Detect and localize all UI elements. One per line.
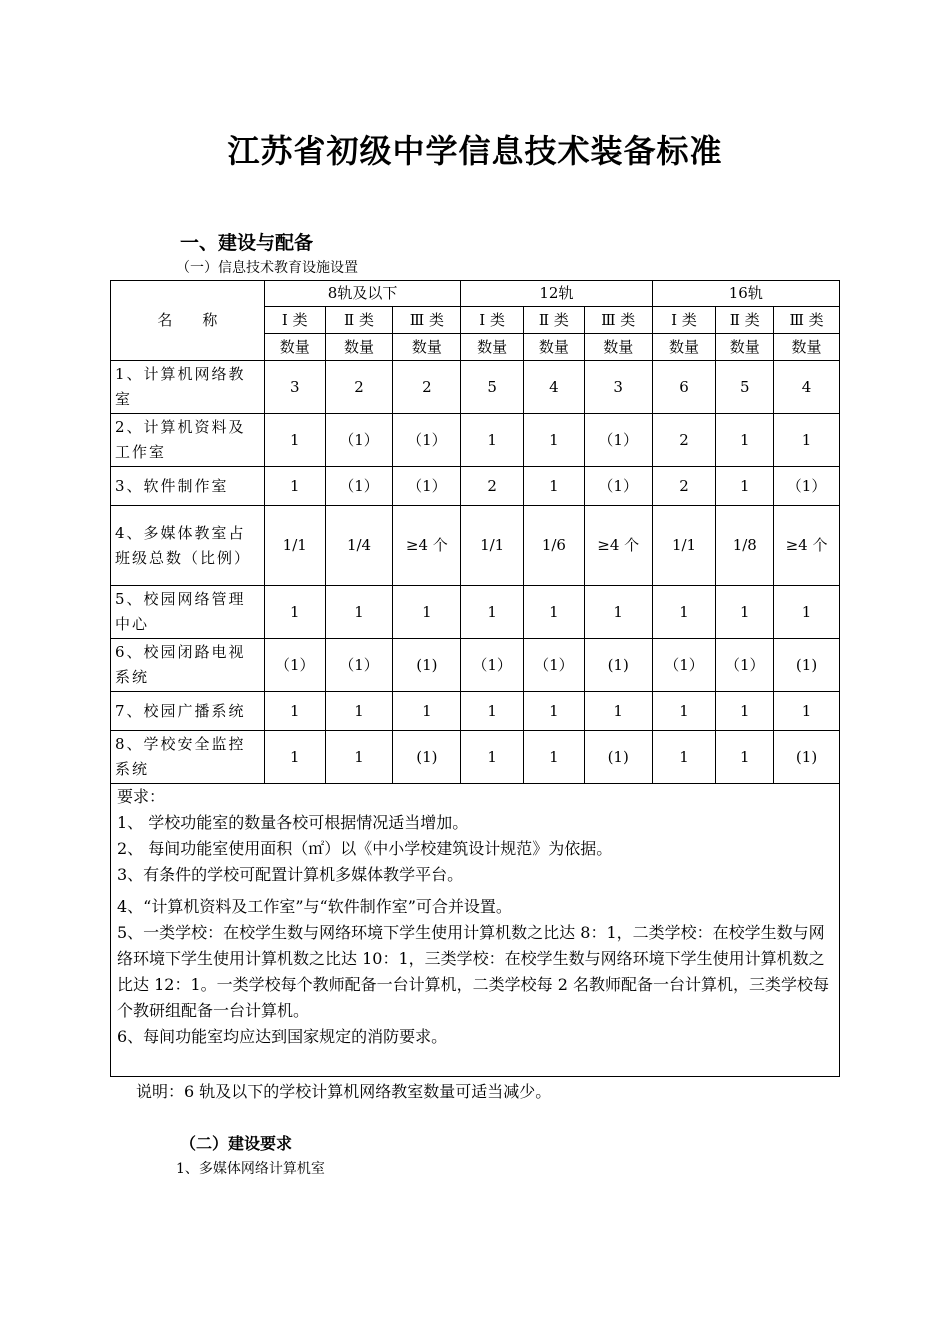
cell: 1 xyxy=(716,731,774,784)
facilities-table xyxy=(110,280,840,784)
cell: 1 xyxy=(264,692,325,731)
requirement-item: 2、 每间功能室使用面积（㎡）以《中小学校建筑设计规范》为依据。 xyxy=(117,839,613,858)
section-heading-2: （二）建设要求 xyxy=(180,1134,293,1153)
cell: 4 xyxy=(524,361,585,414)
cell: （1） xyxy=(584,414,652,467)
cell: 1/1 xyxy=(652,506,716,586)
requirement-item: 6、每间功能室均应达到国家规定的消防要求。 xyxy=(117,1027,448,1046)
row-name: 7、校园广播系统 xyxy=(111,692,265,731)
cell: 1 xyxy=(716,586,774,639)
cell: 1 xyxy=(393,692,461,731)
cell: 3 xyxy=(584,361,652,414)
qty-header: 数量 xyxy=(524,334,585,361)
class-header: Ⅰ 类 xyxy=(461,307,524,334)
cell: 1 xyxy=(325,731,393,784)
cell: （1） xyxy=(393,467,461,506)
cell: 1/1 xyxy=(264,506,325,586)
cell: 1 xyxy=(325,692,393,731)
subsection-heading-1: （一）信息技术教育设施设置 xyxy=(176,260,358,276)
row-name: 6、校园闭路电视系统 xyxy=(111,639,265,692)
page-title: 江苏省初级中学信息技术装备标准 xyxy=(227,132,723,170)
section-heading-1: 一、建设与配备 xyxy=(180,232,314,254)
cell: (1) xyxy=(584,639,652,692)
cell: ≥4 个 xyxy=(584,506,652,586)
class-header: Ⅱ 类 xyxy=(325,307,393,334)
cell: 1 xyxy=(461,586,524,639)
qty-header: 数量 xyxy=(461,334,524,361)
qty-header: 数量 xyxy=(774,334,840,361)
row-name: 1、计算机网络教室 xyxy=(111,361,265,414)
group-header: 12轨 xyxy=(461,281,652,307)
cell: (1) xyxy=(393,639,461,692)
cell: 1 xyxy=(716,467,774,506)
class-header: Ⅲ 类 xyxy=(584,307,652,334)
cell: 1 xyxy=(716,414,774,467)
cell: 2 xyxy=(393,361,461,414)
cell: 1 xyxy=(774,586,840,639)
cell: （1） xyxy=(584,467,652,506)
cell: 1/1 xyxy=(461,506,524,586)
row-name: 5、校园网络管理中心 xyxy=(111,586,265,639)
note: 说明：6 轨及以下的学校计算机网络教室数量可适当减少。 xyxy=(136,1082,552,1101)
cell: 1 xyxy=(264,586,325,639)
class-header: Ⅰ 类 xyxy=(264,307,325,334)
class-header: Ⅲ 类 xyxy=(393,307,461,334)
cell: (1) xyxy=(774,639,840,692)
cell: （1） xyxy=(393,414,461,467)
requirements-heading: 要求： xyxy=(117,787,166,806)
row-name: 3、软件制作室 xyxy=(111,467,265,506)
group-header: 16轨 xyxy=(652,281,839,307)
qty-header: 数量 xyxy=(325,334,393,361)
cell: 1 xyxy=(264,414,325,467)
cell: 1 xyxy=(524,467,585,506)
cell: 2 xyxy=(652,467,716,506)
cell: 5 xyxy=(716,361,774,414)
cell: （1） xyxy=(774,467,840,506)
cell: 1 xyxy=(652,692,716,731)
cell: 1 xyxy=(652,586,716,639)
class-header: Ⅲ 类 xyxy=(774,307,840,334)
row-name: 8、学校安全监控系统 xyxy=(111,731,265,784)
cell: 1 xyxy=(584,692,652,731)
cell: 1 xyxy=(774,692,840,731)
cell: 1 xyxy=(524,414,585,467)
cell: 1 xyxy=(393,586,461,639)
cell: 1 xyxy=(264,467,325,506)
cell: 1 xyxy=(584,586,652,639)
cell: 1 xyxy=(524,586,585,639)
cell: 1 xyxy=(652,731,716,784)
cell: 1/4 xyxy=(325,506,393,586)
cell: 3 xyxy=(264,361,325,414)
cell: 4 xyxy=(774,361,840,414)
cell: 1 xyxy=(264,731,325,784)
cell: 1 xyxy=(461,692,524,731)
requirement-item: 1、 学校功能室的数量各校可根据情况适当增加。 xyxy=(117,813,469,832)
cell: 5 xyxy=(461,361,524,414)
cell: 2 xyxy=(325,361,393,414)
cell: 6 xyxy=(652,361,716,414)
cell: 2 xyxy=(652,414,716,467)
cell: 1 xyxy=(461,414,524,467)
requirement-item: 4、“计算机资料及工作室”与“软件制作室”可合并设置。 xyxy=(117,897,512,916)
cell: 1 xyxy=(325,586,393,639)
group-header: 8轨及以下 xyxy=(264,281,460,307)
cell: 1 xyxy=(524,692,585,731)
subsection-heading-2: 1、多媒体网络计算机室 xyxy=(176,1161,325,1177)
cell: 1 xyxy=(461,731,524,784)
cell: ≥4 个 xyxy=(774,506,840,586)
cell: （1） xyxy=(716,639,774,692)
requirement-item: 3、有条件的学校可配置计算机多媒体教学平台。 xyxy=(117,865,464,884)
class-header: Ⅱ 类 xyxy=(716,307,774,334)
row-name: 4、多媒体教室占班级总数（比例） xyxy=(111,506,265,586)
qty-header: 数量 xyxy=(393,334,461,361)
qty-header: 数量 xyxy=(716,334,774,361)
cell: 1/6 xyxy=(524,506,585,586)
cell: （1） xyxy=(524,639,585,692)
row-name: 2、计算机资料及工作室 xyxy=(111,414,265,467)
cell: （1） xyxy=(264,639,325,692)
cell: 2 xyxy=(461,467,524,506)
cell: (1) xyxy=(584,731,652,784)
cell: 1 xyxy=(524,731,585,784)
cell: （1） xyxy=(652,639,716,692)
cell: 1 xyxy=(716,692,774,731)
cell: （1） xyxy=(325,414,393,467)
cell: (1) xyxy=(774,731,840,784)
cell: (1) xyxy=(393,731,461,784)
qty-header: 数量 xyxy=(652,334,716,361)
class-header: Ⅱ 类 xyxy=(524,307,585,334)
cell: （1） xyxy=(325,639,393,692)
qty-header: 数量 xyxy=(584,334,652,361)
cell: （1） xyxy=(461,639,524,692)
cell: （1） xyxy=(325,467,393,506)
requirement-item: 5、一类学校：在校学生数与网络环境下学生使用计算机数之比达 8：1，二类学校：在校学生数与网络环境下学生使用计算机数之比达 10：1，三类学校：在校学生数与网络环境下学生使用计算机数之比达 12：1。一类学校每个教师配备一台计算机，二类学校每 2 名教师配备一台计算机，三类学校每个教研组配备一台计算机。 xyxy=(117,923,829,1020)
cell: ≥4 个 xyxy=(393,506,461,586)
name-header: 名 称 xyxy=(111,281,265,361)
cell: 1 xyxy=(774,414,840,467)
cell: 1/8 xyxy=(716,506,774,586)
requirements-box xyxy=(110,783,840,1077)
class-header: Ⅰ 类 xyxy=(652,307,716,334)
qty-header: 数量 xyxy=(264,334,325,361)
